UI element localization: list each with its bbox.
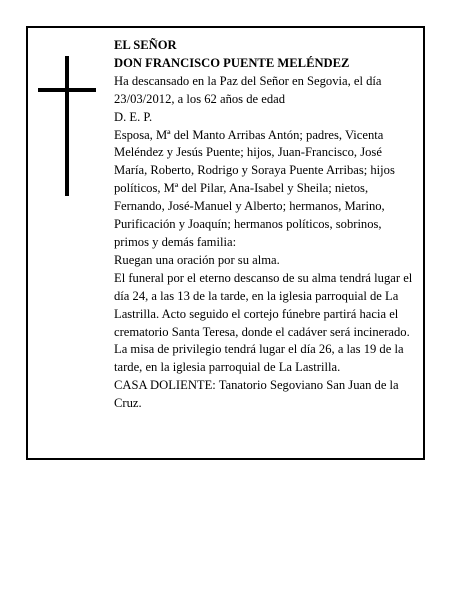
cross-icon (38, 56, 96, 196)
title-line-1: EL SEÑOR (114, 38, 177, 52)
dep-line: D. E. P. (114, 109, 153, 124)
cross-vertical-bar (65, 56, 69, 196)
obituary-text (114, 37, 414, 413)
cross-horizontal-bar (38, 88, 96, 92)
announcement-paragraph: Ha descansado en la Paz del Señor en Segovia, el día 23/03/2012, a los 62 años de edad (114, 73, 382, 106)
family-paragraph: Esposa, Mª del Manto Arribas Antón; padres, Vicenta Meléndez y Jesús Puente; hijos, Juan-Francisco, José María, Roberto, Rodrigo y Soraya Puente Arribas; hijos políticos, Mª del Pilar, Ana-Isabel y Sheila; nietos, Fernando, José-Manuel y Alberto; hermanos, Marino, Purificación y Joaquín; hermanos políticos, sobrinos, primos y demás familia: (114, 127, 395, 249)
prayer-line: Ruegan una oración por su alma. (114, 252, 280, 267)
mourning-house-paragraph: CASA DOLIENTE: Tanatorio Segoviano San Juan de la Cruz. (114, 378, 399, 411)
funeral-paragraph: El funeral por el eterno descanso de su alma tendrá lugar el día 24, a las 13 de la tarde, en la iglesia parroquial de La Lastrilla. Acto seguido el cortejo fúnebre partirá hacia el crematorio Santa Teresa, donde el cadáver será incinerado. La misa de privilegio tendrá lugar el día 26, a las 19 de la tarde, en la iglesia parroquial de La Lastrilla. (114, 270, 413, 375)
title-line-2: DON FRANCISCO PUENTE MELÉNDEZ (114, 55, 350, 70)
